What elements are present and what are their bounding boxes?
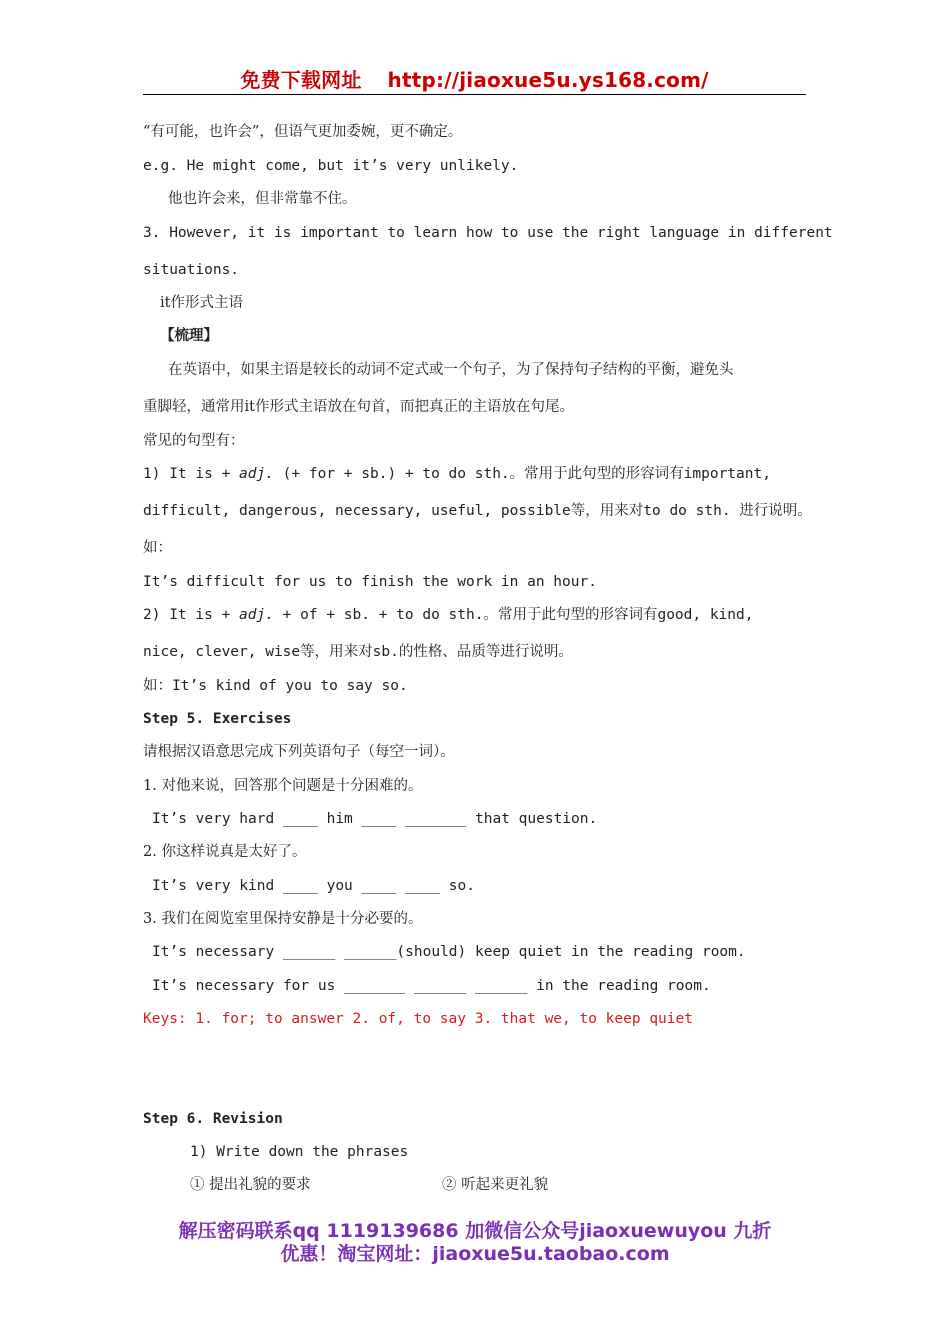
example-translation: 他也许会来，但非常靠不住。 <box>168 191 357 207</box>
header-title: 免费下载网址 <box>240 68 362 92</box>
step-6-heading: Step 6. Revision <box>143 1111 283 1127</box>
text-line: 在英语中，如果主语是较长的动词不定式或一个句子，为了保持句子结构的平衡，避免头 <box>168 362 734 378</box>
pattern-one-start: 1) It is + <box>143 466 240 482</box>
example-sentence: It’s difficult for us to finish the work in an hour. <box>143 574 597 590</box>
phrase-1: ① 提出礼貌的要求 <box>190 1177 311 1193</box>
phrase-2: ② 听起来更礼貌 <box>442 1177 549 1193</box>
text-line: 常见的句型有： <box>143 433 245 449</box>
summary-heading: 【梳理】 <box>160 327 218 344</box>
revision-task: 1) Write down the phrases <box>190 1144 409 1160</box>
example-sentence: 如：It’s kind of you to say so. <box>143 678 408 694</box>
pattern-two-rest: + of + sb. + to do sth.。常用于此句型的形容词有good, kind, <box>273 607 754 623</box>
exercise-3-sentence-a: It’s necessary ______ ______(should) keep quiet in the reading room. <box>152 944 746 960</box>
example-sentence: e.g. He might come, but it’s very unlikely. <box>143 158 519 174</box>
pattern-one <box>143 465 771 483</box>
exercise-2-prompt: 2. 你这样说真是太好了。 <box>143 844 307 860</box>
text-line: 重脚轻，通常用it作形式主语放在句首，而把真正的主语放在句尾。 <box>143 399 574 415</box>
exercise-3-prompt: 3. 我们在阅览室里保持安静是十分必要的。 <box>143 911 423 927</box>
instruction: 请根据汉语意思完成下列英语句子（每空一词）。 <box>143 744 455 760</box>
text-line: situations. <box>143 262 240 278</box>
answer-keys: Keys: 1. for; to answer 2. of, to say 3. that we, to keep quiet <box>143 1011 693 1027</box>
text-line: “有可能，也许会”，但语气更加委婉，更不确定。 <box>143 124 463 140</box>
text-line: 如： <box>143 540 172 556</box>
header-url[interactable]: http://jiaoxue5u.ys168.com/ <box>387 68 709 92</box>
text-line: 3. However, it is important to learn how to use the right language in different <box>143 225 833 241</box>
exercise-1-prompt: 1. 对他来说，回答那个问题是十分困难的。 <box>143 778 423 794</box>
exercise-3-sentence-b: It’s necessary for us _______ ______ ______ in the reading room. <box>152 978 711 994</box>
pattern-one-adj: adj. <box>239 466 274 482</box>
page-header <box>143 66 806 95</box>
footer-line-2: 优惠！淘宝网址：jiaoxue5u.taobao.com <box>280 1243 670 1265</box>
pattern-two <box>143 606 754 624</box>
text-line: difficult, dangerous, necessary, useful, possible等，用来对to do sth. 进行说明。 <box>143 503 812 519</box>
section-heading: it作形式主语 <box>160 295 243 311</box>
step-5-heading: Step 5. Exercises <box>143 711 292 727</box>
pattern-two-adj: adj. <box>239 607 274 623</box>
pattern-one-rest: (+ for + sb.) + to do sth.。常用于此句型的形容词有important, <box>273 466 771 482</box>
pattern-two-start: 2) It is + <box>143 607 240 623</box>
footer-line-1: 解压密码联系qq 1119139686 加微信公众号jiaoxuewuyou 九折 <box>178 1220 772 1242</box>
text-line: nice, clever, wise等，用来对sb.的性格、品质等进行说明。 <box>143 644 573 660</box>
exercise-2-sentence: It’s very kind ____ you ____ ____ so. <box>152 878 476 894</box>
exercise-1-sentence: It’s very hard ____ him ____ _______ that question. <box>152 811 598 827</box>
